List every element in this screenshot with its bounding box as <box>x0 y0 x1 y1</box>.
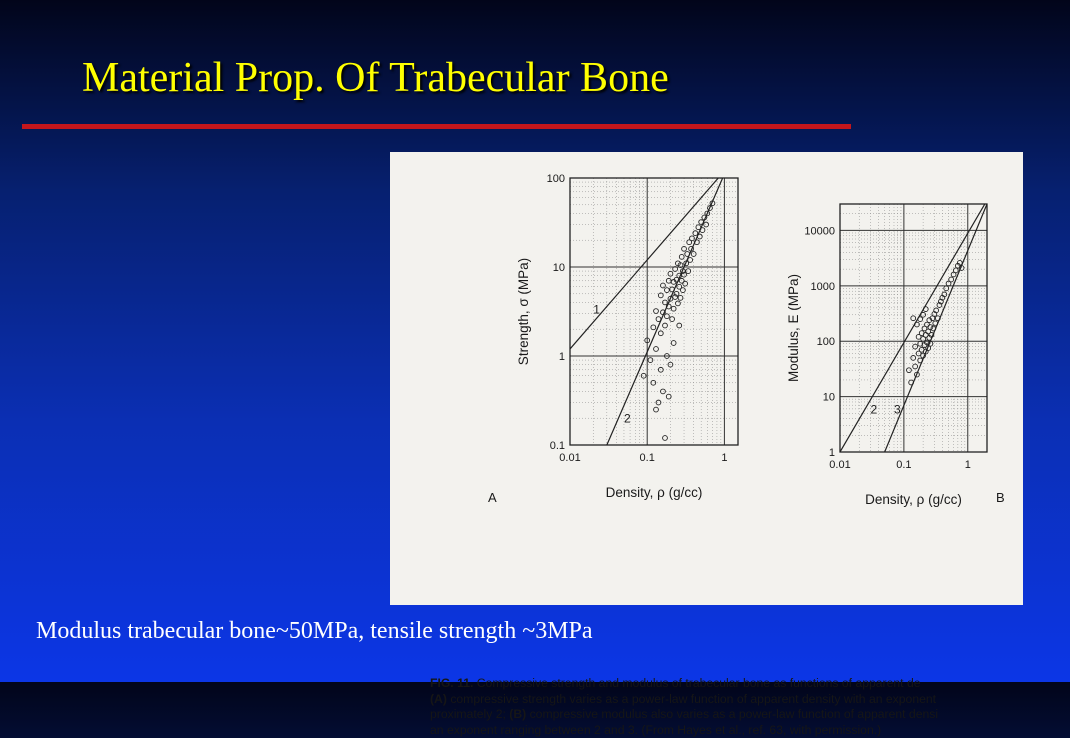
reference-line-label: 1 <box>593 302 600 317</box>
figure-charts <box>390 152 1023 605</box>
caption-line-2: compressive strength varies as a power-law function of apparent density with an exponent <box>450 691 937 706</box>
data-point <box>676 301 681 306</box>
x-tick-label: 0.01 <box>559 452 581 464</box>
data-point <box>928 325 933 330</box>
data-point <box>663 436 668 441</box>
y-axis-label: Strength, σ (MPa) <box>516 257 531 366</box>
y-tick-label: 10 <box>822 391 835 404</box>
caption-fig-label: FIG. 11. <box>430 676 474 690</box>
chart-panel-a <box>516 143 738 500</box>
y-tick-label: 1000 <box>810 280 835 293</box>
y-tick-label: 100 <box>816 336 835 349</box>
data-point <box>671 306 676 311</box>
data-point <box>697 234 702 239</box>
data-point <box>704 222 709 227</box>
caption-line-3b: compressive modulus also varies as a power-law function of apparent densi <box>529 707 939 721</box>
data-point <box>651 325 656 330</box>
data-point <box>656 317 661 322</box>
y-tick-label: 10000 <box>804 225 835 238</box>
figure-caption <box>430 676 1070 738</box>
reference-line-2 <box>607 143 738 445</box>
reference-line-label: 3 <box>893 402 901 417</box>
data-point <box>654 309 659 314</box>
x-tick-label: 1 <box>721 452 728 464</box>
x-axis-label: Density, ρ (g/cc) <box>865 492 962 507</box>
chart-panel-b <box>786 200 987 507</box>
scatter-points <box>641 201 715 440</box>
y-axis-label: Modulus, E (MPa) <box>786 273 801 383</box>
x-axis-label: Density, ρ (g/cc) <box>605 485 703 500</box>
data-point <box>661 283 666 288</box>
data-point <box>668 271 673 276</box>
data-point <box>665 314 670 319</box>
caption-line-1: Compressive strength and modulus of trabecular bone as functions of apparent de <box>476 676 921 690</box>
data-point <box>918 317 923 322</box>
caption-b-label: (B) <box>509 707 527 721</box>
data-point <box>663 323 668 328</box>
data-point <box>665 288 670 293</box>
caption-line-4: an exponent ranging between 2 and 3. (From Hayes et al., ref. 63, with permission.) <box>430 722 882 737</box>
data-point <box>677 323 682 328</box>
data-point <box>654 347 659 352</box>
y-tick-label: 10 <box>552 262 565 274</box>
data-point <box>683 281 688 286</box>
data-point <box>700 228 705 233</box>
panel-label-a: A <box>488 490 497 505</box>
title-divider <box>22 124 851 129</box>
y-tick-label: 1 <box>558 351 565 363</box>
data-point <box>949 277 954 282</box>
data-point <box>686 269 691 274</box>
data-point <box>678 295 683 300</box>
data-point <box>944 286 949 291</box>
data-point <box>953 268 958 273</box>
data-point <box>654 407 659 412</box>
data-point <box>913 364 918 369</box>
data-point <box>933 321 938 326</box>
data-point <box>907 368 912 373</box>
data-point <box>658 331 663 336</box>
data-point <box>666 394 671 399</box>
slide-title: Material Prop. Of Trabecular Bone <box>82 55 669 101</box>
data-point <box>693 231 698 236</box>
reference-line-label: 2 <box>870 402 878 417</box>
data-point <box>911 316 916 321</box>
y-tick-label: 0.1 <box>549 440 565 452</box>
x-tick-label: 0.01 <box>829 459 851 471</box>
reference-line-1 <box>570 155 738 349</box>
caption-a-label: (A) <box>430 691 447 706</box>
data-point <box>685 252 690 257</box>
data-point <box>679 254 684 259</box>
caption-line-3a: proximately 2; <box>430 707 506 721</box>
data-point <box>671 341 676 346</box>
panel-label-b: B <box>996 490 1005 505</box>
x-tick-label: 1 <box>964 459 971 471</box>
reference-line-label: 2 <box>623 411 631 426</box>
data-point <box>911 355 916 360</box>
x-tick-label: 0.1 <box>896 459 912 471</box>
y-tick-label: 100 <box>546 173 565 185</box>
x-tick-label: 0.1 <box>639 452 655 464</box>
bottom-note: Modulus trabecular bone~50MPa, tensile strength ~3MPa <box>36 618 593 644</box>
figure-scan <box>390 152 1023 737</box>
data-point <box>681 288 686 293</box>
y-tick-label: 1 <box>828 447 835 459</box>
data-point <box>661 389 666 394</box>
data-point <box>688 258 693 263</box>
